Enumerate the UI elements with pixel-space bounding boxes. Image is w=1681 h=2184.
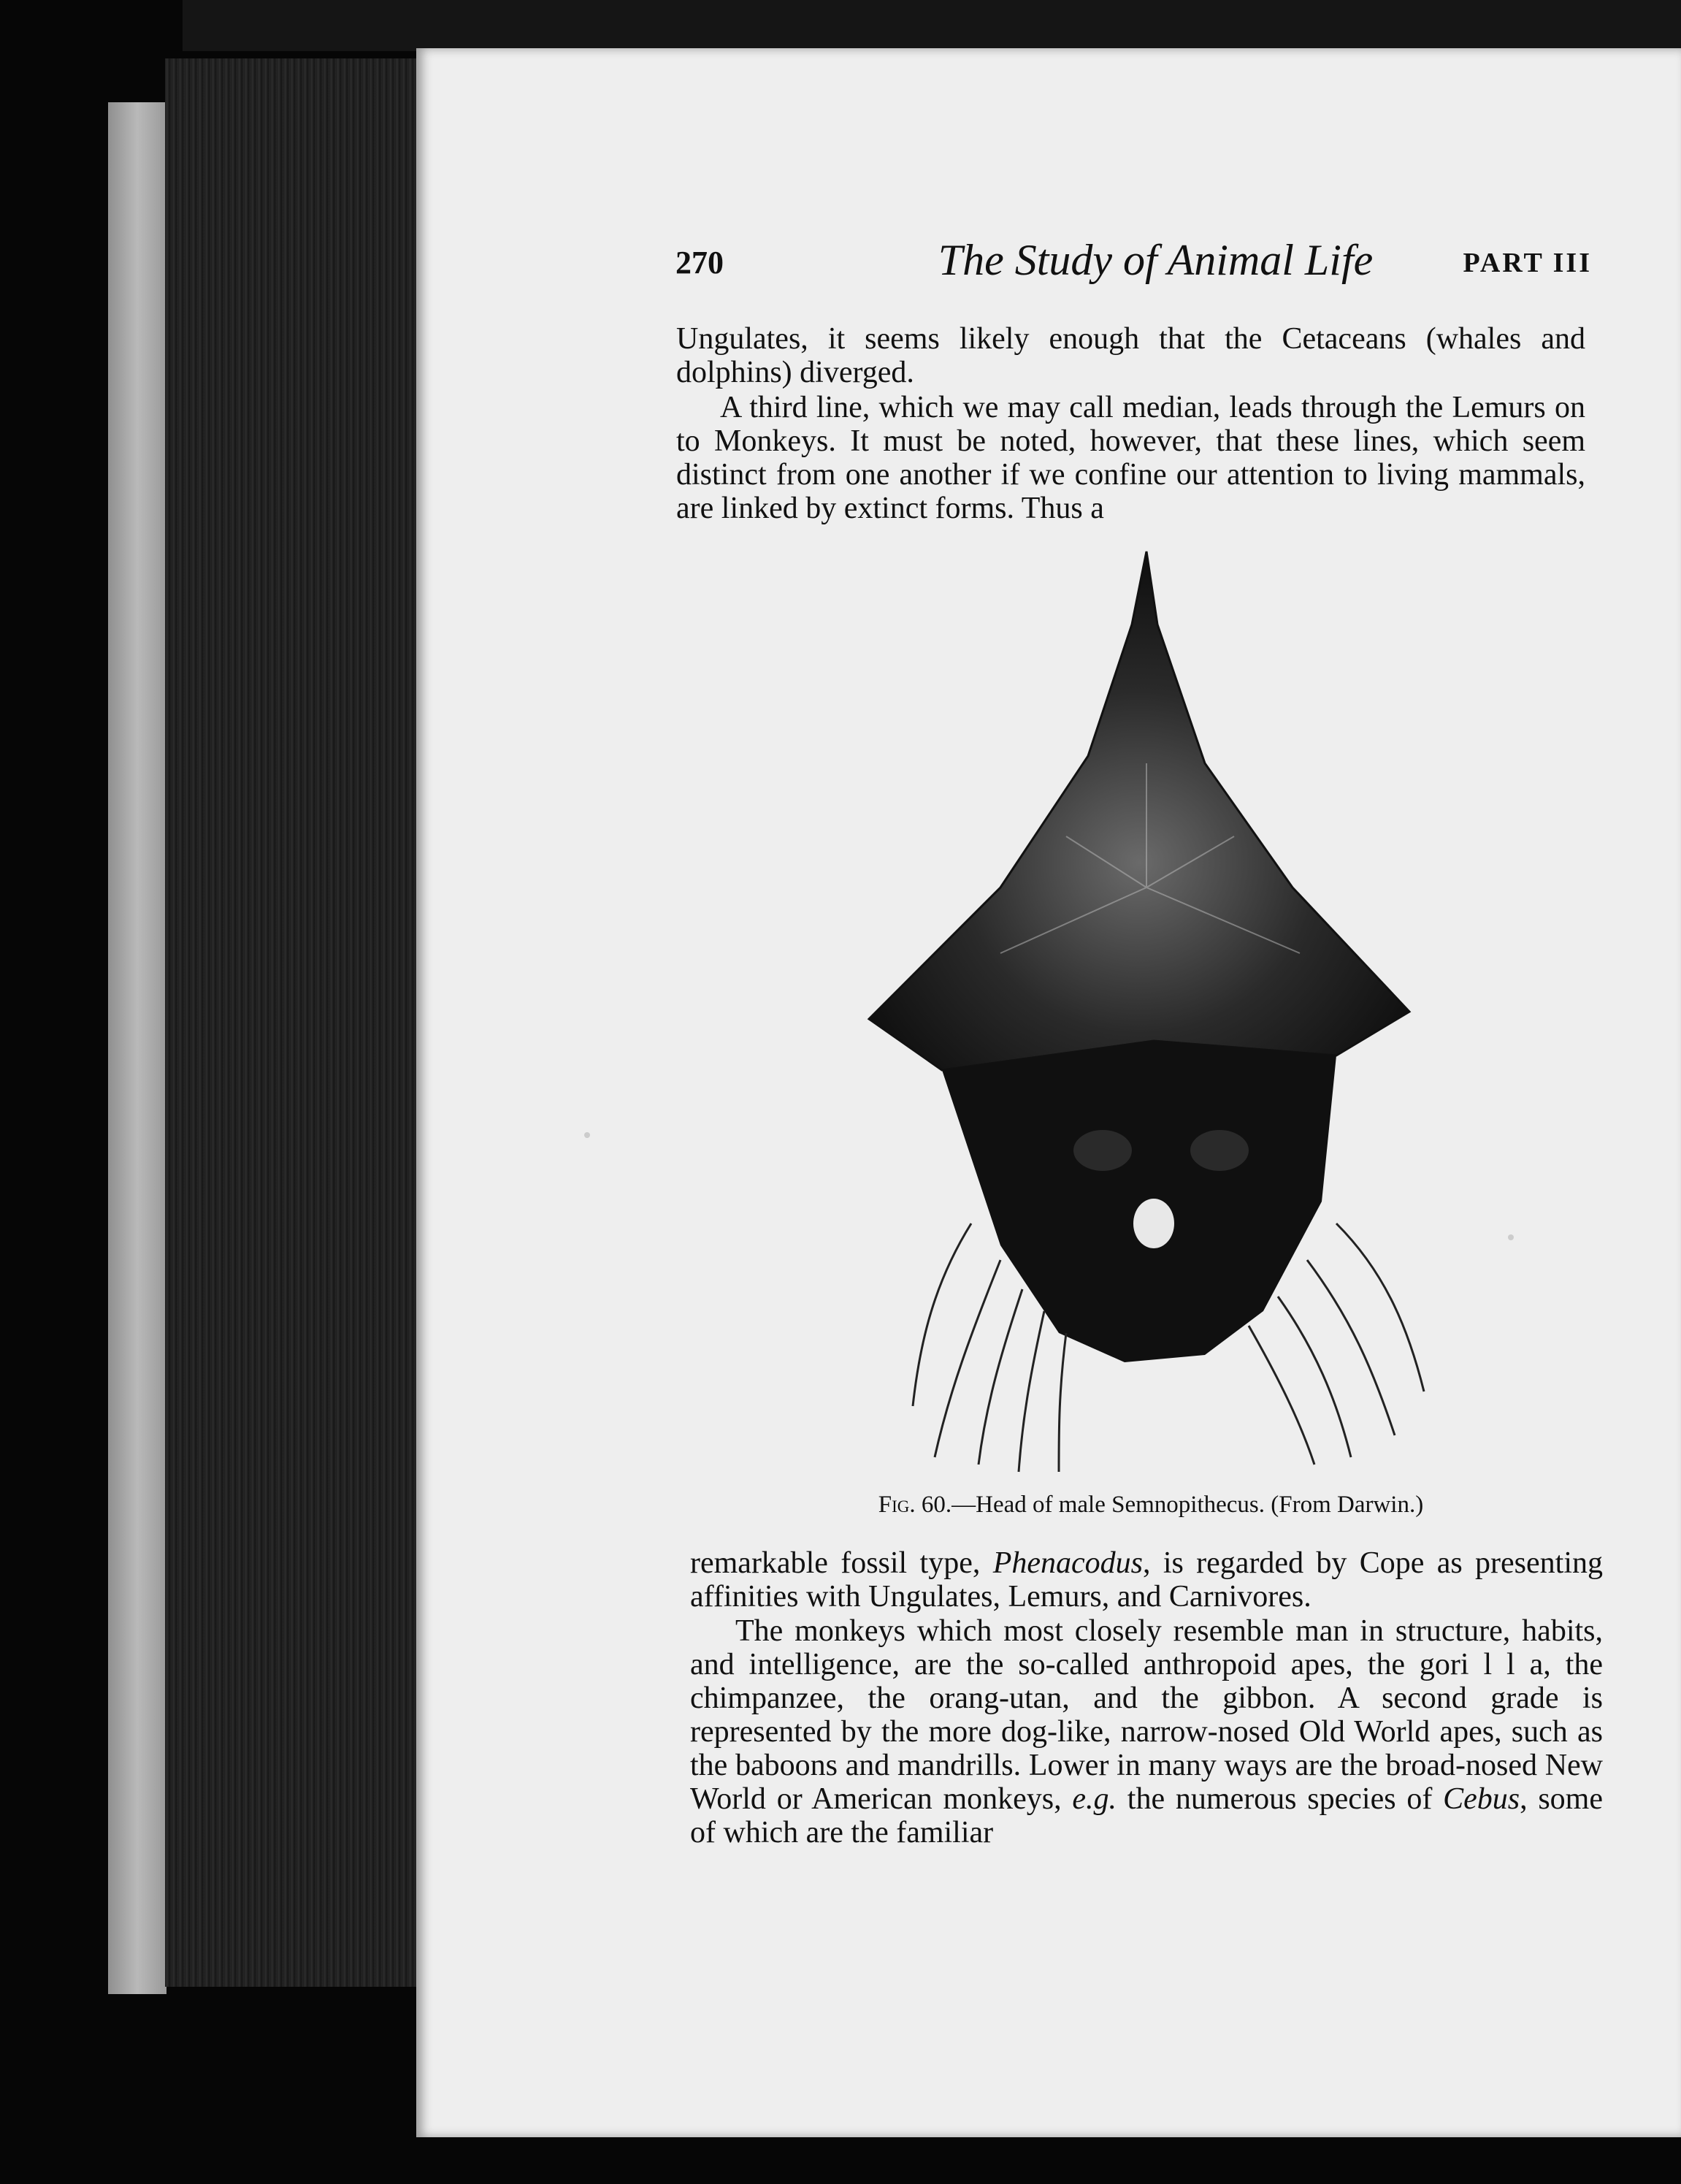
figure-caption-text: —Head of male Semnopithecus. (From Darwin.) (951, 1492, 1424, 1518)
running-header (675, 235, 1592, 294)
scan-speck (1508, 1234, 1514, 1240)
paragraph-3-end: , is regarded by Cope as presenting affinities with Ungulates, Lemurs, and Carnivores. (690, 1546, 1603, 1614)
book-cover-board (108, 102, 166, 1994)
paragraph-4-middle: the numerous species of (1117, 1782, 1444, 1816)
figure-caption (822, 1492, 1479, 1519)
paragraph-3 (690, 1546, 1603, 1614)
paragraph-3-start: remarkable fossil type, (690, 1546, 993, 1580)
genus-phenacodus: Phenacodus (992, 1546, 1143, 1580)
abbrev-eg: e.g. (1072, 1782, 1117, 1816)
figure-number: Fig. 60. (878, 1492, 952, 1518)
paragraph-4-end: , some of which are the familiar (690, 1782, 1603, 1849)
paragraph-4-body: The monkeys which most closely resemble man in structure, habits, and intelligence, are the so-called anthropoid apes, the gori l l a, the chimpanzee, the orang-utan, and the gibbon. A second grade is represented by the more dog-like, narrow-nosed Old World apes, such as the baboons and mandrills. Lower in many ways are the broad-nosed New World or American monkeys, (690, 1614, 1603, 1816)
figure-monkey-head (825, 544, 1460, 1479)
monkey-head-illustration (825, 544, 1460, 1479)
scan-speck (584, 1132, 590, 1138)
running-title: The Study of Animal Life (938, 236, 1374, 284)
paragraph-1: Ungulates, it seems likely enough that the Cetaceans (whales and dolphins) diverged. (676, 322, 1585, 389)
part-label: PART III (1463, 248, 1592, 278)
page-number: 270 (675, 245, 724, 280)
book-page-edges (165, 58, 421, 1987)
paragraph-4 (690, 1614, 1603, 1849)
paragraph-2: A third line, which we may call median, leads through the Lemurs on to Monkeys. It must be noted, however, that these lines, which seem distinct from one another if we confine our attention to living mammals, are linked by extinct forms. Thus a (676, 391, 1585, 525)
genus-cebus: Cebus (1443, 1782, 1520, 1816)
book-top-edge (183, 0, 1681, 51)
